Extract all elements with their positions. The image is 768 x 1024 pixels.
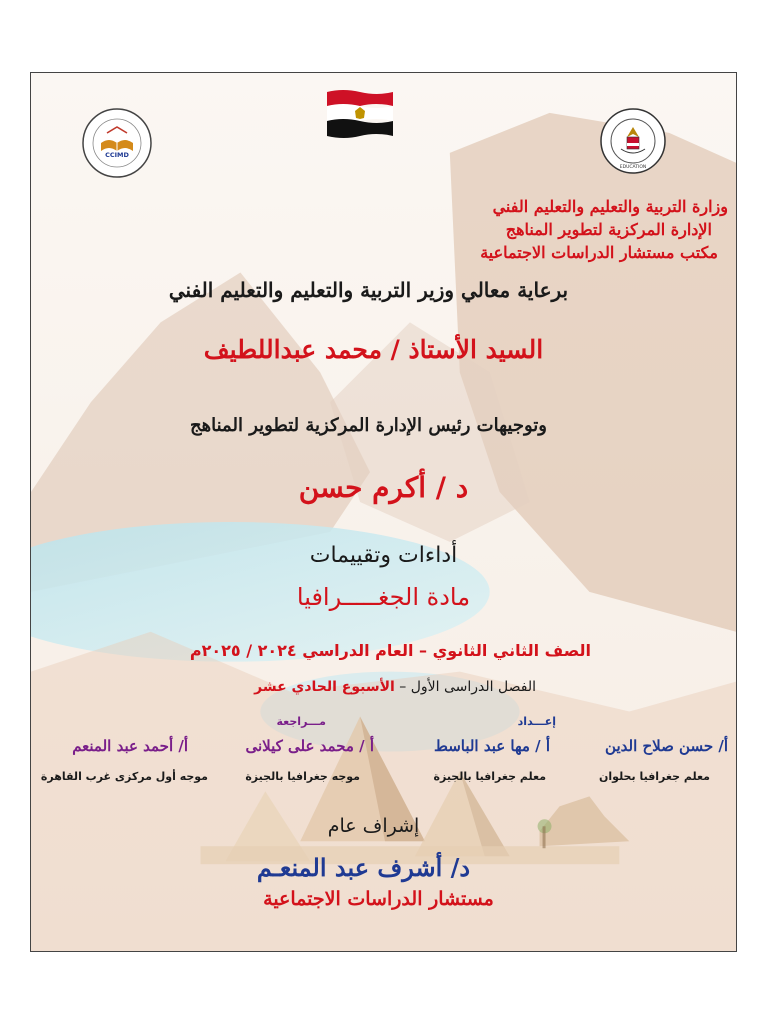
supervision-label: إشراف عام xyxy=(327,815,420,837)
person-2-title: معلم جغرافيا بالجيزة xyxy=(433,770,546,783)
person-3-name: أ / محمد على كيلانى xyxy=(245,737,374,755)
cover-frame xyxy=(30,72,737,952)
ministry-line1: وزارة التربية والتعليم والتعليم الفني xyxy=(492,197,728,216)
ministry-line2: الإدارة المركزية لتطوير المناهج xyxy=(505,220,712,239)
ministry-line3: مكتب مستشار الدراسات الاجتماعية xyxy=(480,243,718,262)
term-week xyxy=(254,679,536,695)
svg-text:EDUCATION: EDUCATION xyxy=(619,165,647,170)
person-1-name: أ/ حسن صلاح الدين xyxy=(605,737,728,755)
person-1-title: معلم جغرافيا بحلوان xyxy=(599,770,710,783)
supervisor-title: مستشار الدراسات الاجتماعية xyxy=(263,888,494,910)
directives-line: وتوجيهات رئيس الإدارة المركزية لتطوير المناهج xyxy=(190,415,547,436)
patronage-line: برعاية معالي وزير التربية والتعليم والتعليم الفني xyxy=(168,278,569,302)
term-label: الفصل الدراسى الأول – xyxy=(399,679,536,695)
person-3-title: موجه جغرافيا بالجيزة xyxy=(245,770,360,783)
egypt-flag xyxy=(325,88,395,140)
review-label: مـــراجعة xyxy=(276,715,326,728)
document-title: أداءات وتقييمات xyxy=(309,543,458,568)
subject-title: مادة الجغـــــرافيا xyxy=(296,583,471,611)
minister-name: السيد الأستاذ / محمد عبداللطيف xyxy=(203,335,544,364)
director-name: د / أكرم حسن xyxy=(298,471,469,504)
supervisor-name: د/ أشرف عبد المنعـم xyxy=(256,853,471,882)
ccimd-logo xyxy=(81,107,153,179)
grade-year: الصف الثاني الثانوي – العام الدراسي ٢٠٢٤ / ٢٠٢٥م xyxy=(189,641,591,660)
ccimd-logo-text: CCIMD xyxy=(105,151,129,159)
person-2-name: أ / مها عبد الباسط xyxy=(433,737,550,755)
week-label: الأسبوع الحادي عشر xyxy=(254,679,395,695)
prepared-label: إعـــداد xyxy=(517,715,556,728)
person-4-title: موجه أول مركزى غرب القاهرة xyxy=(40,770,208,783)
person-4-name: أ/ أحمد عبد المنعم xyxy=(72,737,188,755)
ministry-logo xyxy=(599,107,667,175)
